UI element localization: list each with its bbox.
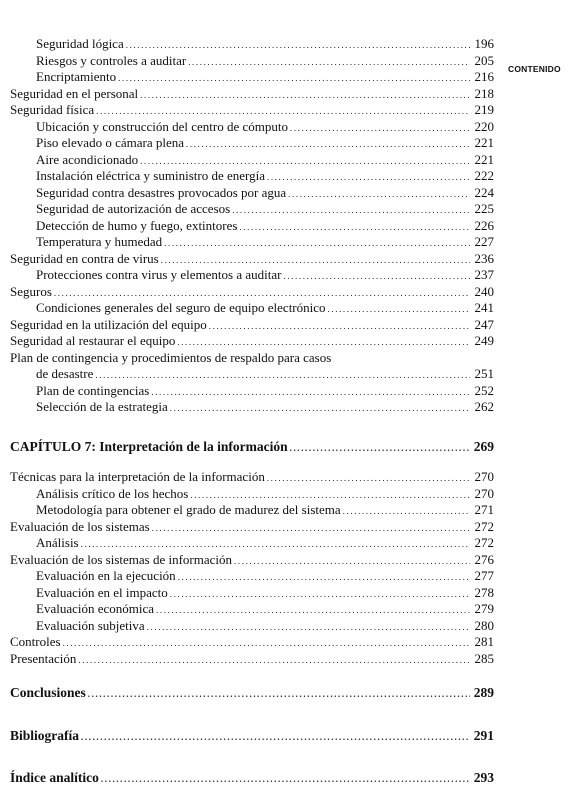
toc-entry-title: Seguridad de autorización de accesos bbox=[36, 201, 231, 216]
dot-leader bbox=[152, 520, 470, 537]
dot-leader bbox=[96, 103, 470, 120]
toc-entry-title: Aire acondicionado bbox=[36, 151, 139, 167]
toc-entry-page: 219 bbox=[474, 102, 494, 117]
toc-entry-page: 225 bbox=[474, 201, 494, 216]
toc-entry-title: Evaluación económica bbox=[36, 601, 155, 616]
toc-entry[interactable] bbox=[10, 350, 494, 367]
toc-entry[interactable] bbox=[10, 251, 494, 268]
toc-entry-page: 251 bbox=[474, 366, 494, 381]
toc-entry[interactable] bbox=[10, 535, 494, 552]
toc-entry-title: Protecciones contra virus y elementos a auditar bbox=[36, 267, 282, 282]
toc-entry-title: Temperatura y humedad bbox=[36, 234, 163, 249]
toc-entry-title: Seguridad lógica bbox=[36, 36, 124, 51]
toc-entry-title: Seguridad en el personal bbox=[10, 85, 139, 101]
dot-leader bbox=[190, 487, 470, 504]
toc-entry-page: 247 bbox=[474, 316, 494, 332]
toc-entry-title: Seguridad en contra de virus bbox=[10, 250, 159, 266]
toc-entry-page: 276 bbox=[474, 551, 494, 567]
toc-entry-title: Plan de contingencia y procedimientos de respaldo para casos bbox=[10, 349, 332, 365]
dot-leader bbox=[328, 301, 470, 318]
toc-entry[interactable] bbox=[10, 102, 494, 119]
toc-entry[interactable] bbox=[10, 152, 494, 169]
toc-entry-title: Evaluación de los sistemas bbox=[10, 518, 150, 534]
toc-entry-page: 236 bbox=[474, 250, 494, 266]
toc-entry[interactable] bbox=[10, 300, 494, 317]
toc-entry-title: Metodología para obtener el grado de madurez del sistema bbox=[36, 502, 341, 517]
toc-entry-page: 227 bbox=[474, 234, 494, 249]
toc-entry-page: 205 bbox=[474, 52, 494, 68]
toc-entry[interactable] bbox=[10, 399, 494, 416]
dot-leader bbox=[239, 219, 470, 236]
dot-leader bbox=[177, 334, 470, 351]
toc-entry-title: Condiciones generales del seguro de equipo electrónico bbox=[36, 300, 326, 315]
toc-entry[interactable] bbox=[10, 218, 494, 235]
toc-entry[interactable] bbox=[10, 618, 494, 635]
toc-entry-title: Seguridad en la utilización del equipo bbox=[10, 316, 207, 332]
dot-leader bbox=[232, 202, 470, 219]
toc-entry-page: 279 bbox=[474, 601, 494, 616]
toc-entry-title: Índice analítico bbox=[10, 770, 99, 785]
dot-leader bbox=[234, 553, 470, 570]
toc-entry-title: Evaluación en la ejecución bbox=[36, 568, 176, 583]
toc-list-chapter-7 bbox=[10, 469, 494, 667]
dot-leader bbox=[178, 569, 470, 586]
toc-entry[interactable] bbox=[10, 168, 494, 185]
toc-entry-page: 281 bbox=[474, 634, 494, 649]
toc-entry-page: 272 bbox=[474, 518, 494, 534]
toc-entry-title: Ubicación y construcción del centro de cómputo bbox=[36, 118, 288, 134]
toc-entry-title: Seguridad física bbox=[10, 102, 95, 117]
toc-entry-page: 271 bbox=[474, 502, 494, 517]
toc-entry-page: 226 bbox=[474, 217, 494, 233]
toc-entry-title: Conclusiones bbox=[10, 685, 86, 700]
dot-leader bbox=[151, 384, 470, 401]
toc-entry-continuation[interactable] bbox=[10, 366, 494, 383]
toc-list-chapter-6 bbox=[10, 36, 494, 416]
toc-entry-title: Piso elevado o cámara plena bbox=[36, 135, 184, 150]
dot-leader bbox=[126, 37, 470, 54]
toc-entry-title: Seguridad al restaurar el equipo bbox=[10, 333, 176, 348]
dot-leader bbox=[118, 70, 470, 87]
toc-entry-title: Evaluación subjetiva bbox=[36, 617, 145, 633]
dot-leader bbox=[186, 136, 470, 153]
toc-back-matter bbox=[10, 667, 494, 787]
toc-entry-page: 222 bbox=[474, 168, 494, 183]
dot-leader bbox=[267, 470, 470, 487]
toc-entry-page: 285 bbox=[474, 650, 494, 666]
dot-leader bbox=[101, 771, 470, 788]
toc-entry-page: 262 bbox=[474, 399, 494, 414]
toc-entry[interactable] bbox=[10, 486, 494, 503]
toc-entry-page: 216 bbox=[474, 69, 494, 84]
toc-entry[interactable] bbox=[10, 36, 494, 53]
dot-leader bbox=[140, 87, 470, 104]
toc-entry-title: Plan de contingencias bbox=[36, 382, 150, 398]
dot-leader bbox=[188, 54, 470, 71]
dot-leader bbox=[290, 120, 470, 137]
toc-entry[interactable] bbox=[10, 634, 494, 651]
chapter-page: 269 bbox=[473, 438, 494, 454]
toc-entry-page: 270 bbox=[474, 485, 494, 501]
toc-entry-page: 241 bbox=[474, 300, 494, 315]
toc-entry[interactable] bbox=[10, 234, 494, 251]
toc-entry[interactable] bbox=[10, 86, 494, 103]
toc-entry[interactable] bbox=[10, 267, 494, 284]
toc-back-matter-entry[interactable] bbox=[10, 728, 494, 745]
toc-entry-title: Selección de la estrategia bbox=[36, 399, 168, 414]
dot-leader bbox=[267, 169, 470, 186]
toc-entry-title: Instalación eléctrica y suministro de energía bbox=[36, 168, 265, 183]
toc-entry-page: 270 bbox=[474, 469, 494, 484]
dot-leader bbox=[170, 400, 470, 417]
toc-entry[interactable] bbox=[10, 651, 494, 668]
dot-leader bbox=[81, 536, 470, 553]
dot-leader bbox=[156, 602, 470, 619]
toc-entry-page: 218 bbox=[474, 85, 494, 101]
dot-leader bbox=[164, 235, 470, 252]
toc-entry-page: 272 bbox=[474, 535, 494, 550]
toc-entry[interactable] bbox=[10, 519, 494, 536]
dot-leader bbox=[161, 252, 470, 269]
toc-entry[interactable] bbox=[10, 469, 494, 486]
chapter-title: CAPÍTULO 7: Interpretación de la información bbox=[10, 438, 288, 454]
toc-entry[interactable] bbox=[10, 201, 494, 218]
dot-leader bbox=[81, 729, 470, 746]
toc-entry-title: de desastre bbox=[36, 366, 94, 381]
toc-entry-title: Técnicas para la interpretación de la información bbox=[10, 469, 265, 484]
dot-leader bbox=[343, 503, 470, 520]
dot-leader bbox=[63, 635, 470, 652]
toc-entry-page: 240 bbox=[474, 283, 494, 299]
toc-entry-title: Riesgos y controles a auditar bbox=[36, 52, 187, 68]
toc-entry[interactable] bbox=[10, 568, 494, 585]
toc-entry-title: Análisis bbox=[36, 535, 79, 550]
toc-entry[interactable] bbox=[10, 585, 494, 602]
toc-entry-page: 224 bbox=[474, 184, 494, 200]
toc-chapter-heading[interactable] bbox=[10, 439, 494, 456]
toc-entry[interactable] bbox=[10, 601, 494, 618]
dot-leader bbox=[283, 268, 470, 285]
toc-entry-page: 278 bbox=[474, 584, 494, 600]
toc-entry-page: 277 bbox=[474, 568, 494, 583]
toc-entry[interactable] bbox=[10, 135, 494, 152]
toc-entry-title: Presentación bbox=[10, 650, 77, 666]
toc-back-matter-entry[interactable] bbox=[10, 685, 494, 702]
toc-entry[interactable] bbox=[10, 383, 494, 400]
toc-entry-page: 237 bbox=[474, 267, 494, 282]
toc-entry[interactable] bbox=[10, 185, 494, 202]
dot-leader bbox=[54, 285, 470, 302]
toc-entry-page: 196 bbox=[474, 36, 494, 51]
toc-entry-title: Evaluación en el impacto bbox=[36, 584, 168, 600]
section-label: CONTENIDO bbox=[508, 64, 561, 74]
toc-entry-page: 293 bbox=[473, 770, 494, 785]
dot-leader bbox=[290, 440, 470, 457]
toc-entry-page: 291 bbox=[473, 727, 494, 743]
dot-leader bbox=[209, 318, 470, 335]
dot-leader bbox=[140, 153, 470, 170]
toc-entry-title: Seguros bbox=[10, 283, 52, 299]
toc-entry[interactable] bbox=[10, 502, 494, 519]
toc-entry-page: 280 bbox=[474, 617, 494, 633]
dot-leader bbox=[170, 586, 470, 603]
toc-entry[interactable] bbox=[10, 317, 494, 334]
toc-entry-title: Controles bbox=[10, 634, 61, 649]
toc-entry-title: Seguridad contra desastres provocados por agua bbox=[36, 184, 287, 200]
toc-entry-title: Análisis crítico de los hechos bbox=[36, 485, 189, 501]
toc-entry[interactable] bbox=[10, 284, 494, 301]
dot-leader bbox=[78, 652, 470, 669]
dot-leader bbox=[88, 686, 470, 703]
toc-entry-page: 221 bbox=[474, 135, 494, 150]
table-of-contents bbox=[10, 36, 494, 787]
toc-entry[interactable] bbox=[10, 333, 494, 350]
toc-entry[interactable] bbox=[10, 53, 494, 70]
toc-entry-title: Detección de humo y fuego, extintores bbox=[36, 217, 238, 233]
toc-entry[interactable] bbox=[10, 552, 494, 569]
toc-entry-page: 249 bbox=[474, 333, 494, 348]
dot-leader bbox=[147, 619, 470, 636]
toc-entry-title: Evaluación de los sistemas de información bbox=[10, 551, 233, 567]
toc-entry[interactable] bbox=[10, 119, 494, 136]
toc-entry-title: Bibliografía bbox=[10, 727, 80, 743]
toc-entry-page: 289 bbox=[473, 685, 494, 700]
toc-entry-page: 252 bbox=[474, 382, 494, 398]
toc-entry-page: 221 bbox=[474, 151, 494, 167]
dot-leader bbox=[95, 367, 470, 384]
toc-back-matter-entry[interactable] bbox=[10, 770, 494, 787]
toc-entry[interactable] bbox=[10, 69, 494, 86]
toc-entry-page: 220 bbox=[474, 118, 494, 134]
toc-entry-title: Encriptamiento bbox=[36, 69, 117, 84]
dot-leader bbox=[288, 186, 470, 203]
